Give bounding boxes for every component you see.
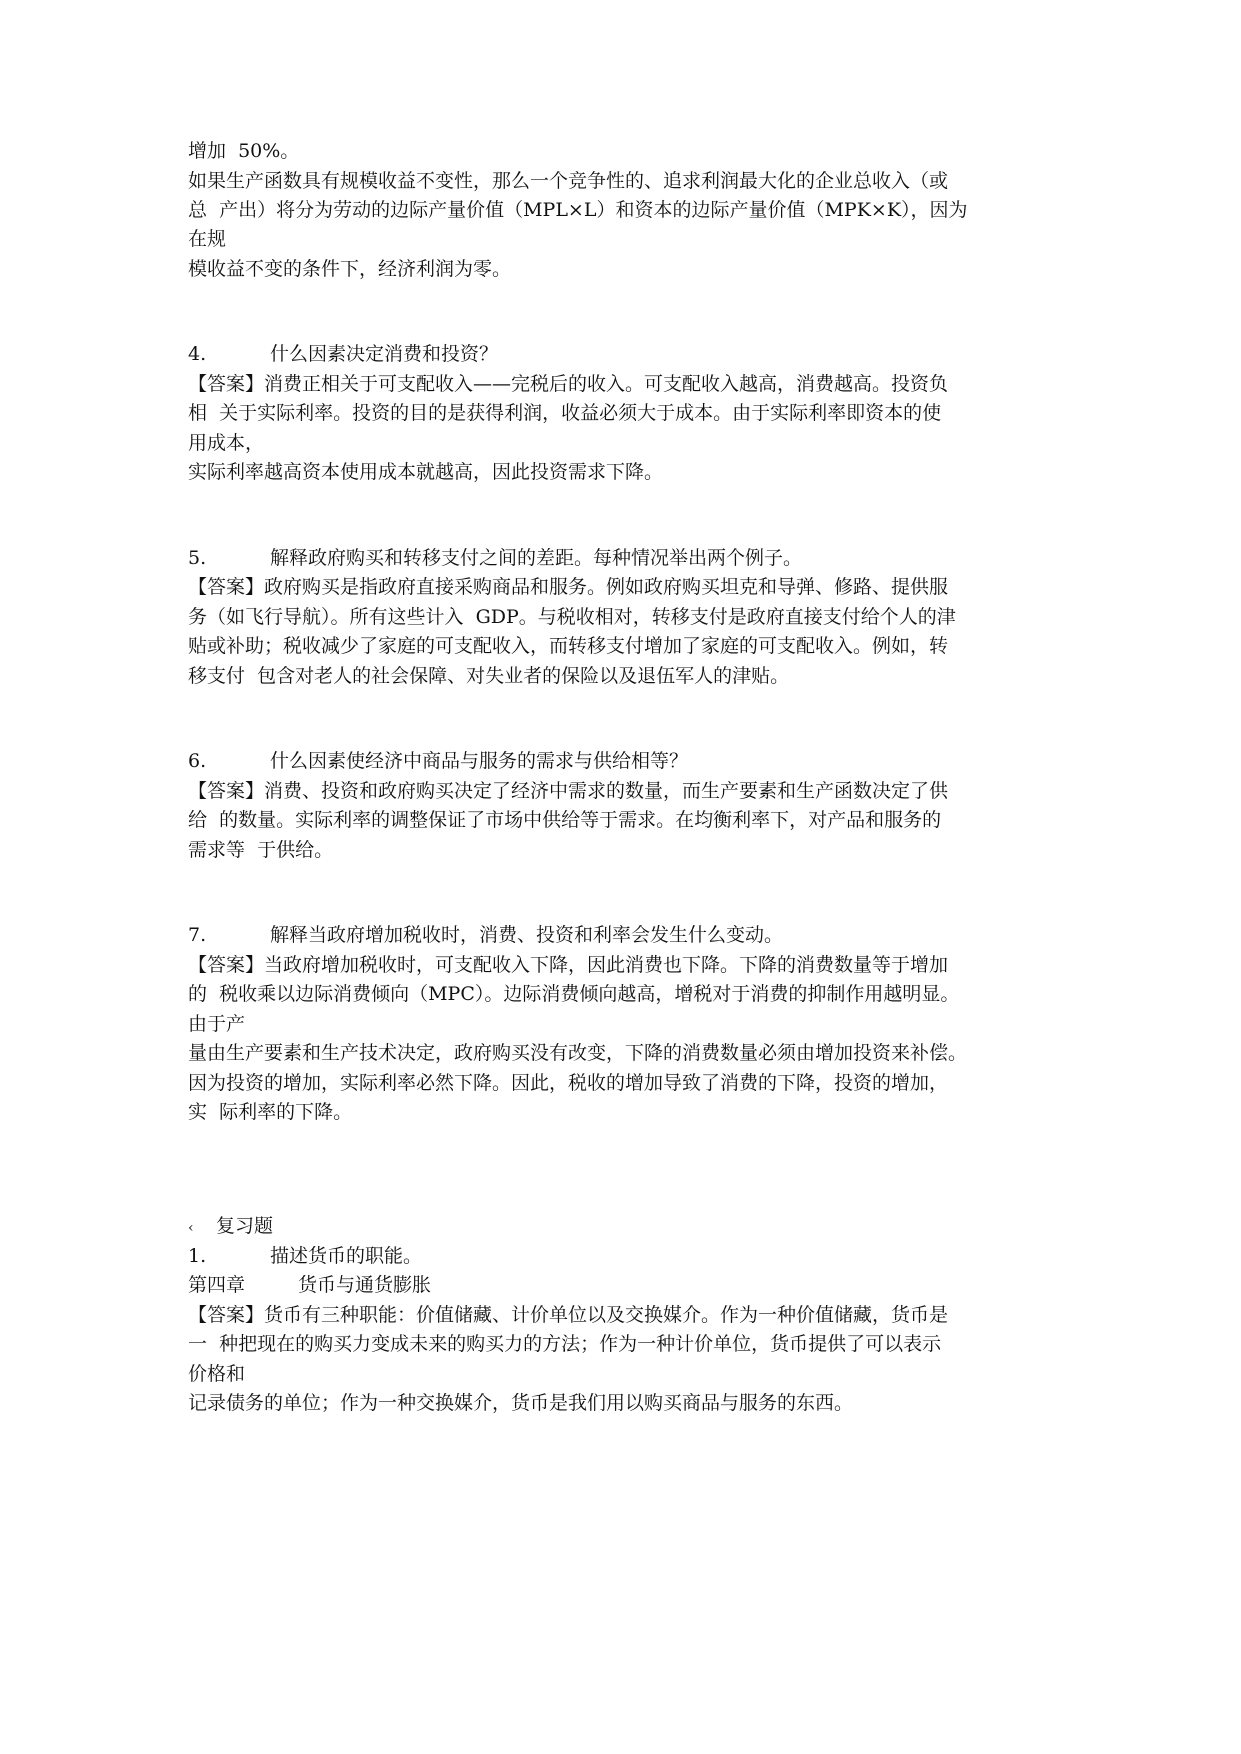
chapter-title: 货币与通货膨胀 bbox=[298, 1274, 432, 1296]
question-number: 4. bbox=[188, 343, 207, 365]
answer-line: 价格和 bbox=[188, 1363, 246, 1385]
chapter-heading bbox=[188, 1272, 431, 1298]
text-line: 总 产出）将分为劳动的边际产量价值（MPL×L）和资本的边际产量价值（MPK×K），因为 bbox=[188, 199, 968, 221]
question-number: 7. bbox=[188, 924, 207, 946]
answer-line: 贴或补助；税收减少了家庭的可支配收入，而转移支付增加了家庭的可支配收入。例如，转 bbox=[188, 635, 949, 657]
text-line: 模收益不变的条件下，经济利润为零。 bbox=[188, 258, 512, 280]
question-number: 5. bbox=[188, 547, 207, 569]
text-line: 在规 bbox=[188, 228, 227, 250]
question-heading bbox=[188, 341, 498, 367]
answer-line: 用成本， bbox=[188, 432, 265, 454]
question-text: 什么因素决定消费和投资？ bbox=[270, 343, 499, 365]
answer-line: 实际利率越高资本使用成本就越高，因此投资需求下降。 bbox=[188, 461, 664, 483]
answer-line: 需求等 于供给。 bbox=[188, 839, 334, 861]
answer-line: 务（如飞行导航）。所有这些计入 GDP。与税收相对，转移支付是政府直接支付给个人的津 bbox=[188, 606, 956, 628]
answer-line: 移支付 包含对老人的社会保障、对失业者的保险以及退伍军人的津贴。 bbox=[188, 665, 790, 687]
answer-line: 【答案】消费、投资和政府购买决定了经济中需求的数量，而生产要素和生产函数决定了供 bbox=[188, 780, 949, 802]
answer-line: 【答案】消费正相关于可支配收入——完税后的收入。可支配收入越高，消费越高。投资负 bbox=[188, 373, 949, 395]
answer-line: 实 际利率的下降。 bbox=[188, 1101, 353, 1123]
text-line: 如果生产函数具有规模收益不变性，那么一个竞争性的、追求利润最大化的企业总收入（或 bbox=[188, 170, 949, 192]
answer-line: 由于产 bbox=[188, 1013, 246, 1035]
answer-line: 给 的数量。实际利率的调整保证了市场中供给等于需求。在均衡利率下，对产品和服务的 bbox=[188, 809, 942, 831]
question-text: 什么因素使经济中商品与服务的需求与供给相等？ bbox=[270, 750, 689, 772]
answer-line: 因为投资的增加，实际利率必然下降。因此，税收的增加导致了消费的下降，投资的增加， bbox=[188, 1072, 949, 1094]
answer-line: 【答案】政府购买是指政府直接采购商品和服务。例如政府购买坦克和导弹、修路、提供服 bbox=[188, 576, 949, 598]
text-line: 增加 50%。 bbox=[188, 140, 300, 162]
answer-line: 相 关于实际利率。投资的目的是获得利润，收益必须大于成本。由于实际利率即资本的使 bbox=[188, 402, 942, 424]
question-heading bbox=[188, 545, 802, 571]
question-text: 解释当政府增加税收时，消费、投资和利率会发生什么变动。 bbox=[270, 924, 784, 946]
section-marker: ‹ bbox=[188, 1220, 194, 1236]
chapter-label: 第四章 bbox=[188, 1274, 246, 1296]
section-heading bbox=[188, 1213, 273, 1241]
question-text: 描述货币的职能。 bbox=[270, 1245, 423, 1267]
question-number: 6. bbox=[188, 750, 207, 772]
answer-line: 量由生产要素和生产技术决定，政府购买没有改变，下降的消费数量必须由增加投资来补偿。 bbox=[188, 1042, 968, 1064]
answer-line: 【答案】当政府增加税收时，可支配收入下降，因此消费也下降。下降的消费数量等于增加 bbox=[188, 954, 949, 976]
answer-line: 记录债务的单位；作为一种交换媒介，货币是我们用以购买商品与服务的东西。 bbox=[188, 1392, 854, 1414]
answer-line: 的 税收乘以边际消费倾向（MPC）。边际消费倾向越高，增税对于消费的抑制作用越明显。 bbox=[188, 983, 960, 1005]
question-heading bbox=[188, 748, 688, 774]
question-heading bbox=[188, 922, 783, 948]
question-number: 1. bbox=[188, 1245, 207, 1267]
question-text: 解释政府购买和转移支付之间的差距。每种情况举出两个例子。 bbox=[270, 547, 803, 569]
answer-line: 一 种把现在的购买力变成未来的购买力的方法；作为一种计价单位，货币提供了可以表示 bbox=[188, 1333, 942, 1355]
answer-line: 【答案】货币有三种职能：价值储藏、计价单位以及交换媒介。作为一种价值储藏，货币是 bbox=[188, 1304, 949, 1326]
question-heading bbox=[188, 1243, 422, 1269]
section-title: 复习题 bbox=[216, 1215, 274, 1237]
